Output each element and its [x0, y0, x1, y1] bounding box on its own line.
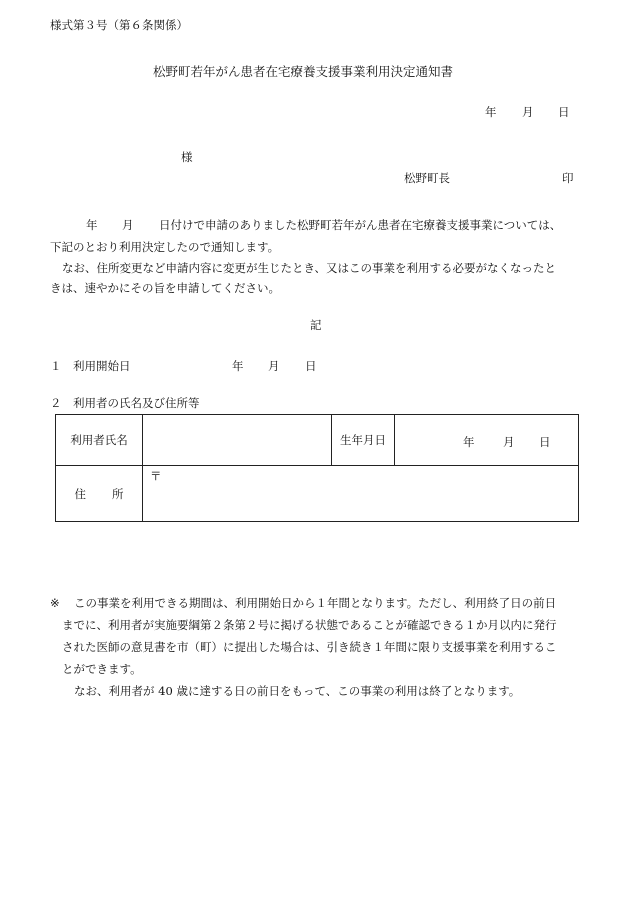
note-line1: この事業を利用できる期間は、利用開始日から１年間となります。ただし、利用終了日の前日: [74, 596, 557, 610]
item2-label: ２ 利用者の氏名及び住所等: [50, 396, 200, 410]
dob-value-cell: [395, 415, 579, 466]
address-label-sho: 所: [112, 486, 124, 501]
item1-label: １ 利用開始日: [50, 359, 131, 373]
table-row: [56, 415, 579, 466]
dob-label-cell: 生年月日: [332, 415, 395, 466]
address-label-ju: 住: [74, 486, 86, 501]
date-month: 月: [522, 105, 534, 119]
name-value-cell: [143, 415, 332, 466]
document-title: 松野町若年がん患者在宅療養支援事業利用決定通知書: [153, 64, 454, 79]
table-row: [56, 466, 579, 522]
note-line5: なお、利用者が 40 歳に達する日の前日をもって、この事業の利用は終了となります。: [74, 684, 521, 698]
date-day: 日: [558, 105, 570, 119]
user-info-table: [55, 414, 579, 522]
date-year: 年: [485, 105, 497, 119]
note-line4: とができます。: [62, 662, 142, 676]
item1-month: 月: [268, 359, 280, 373]
note-line3: された医師の意見書を市（町）に提出した場合は、引き続き１年間に限り支援事業を利用するこ: [62, 640, 557, 654]
item1-year: 年: [232, 359, 244, 373]
postal-mark: 〒: [150, 469, 162, 483]
address-value-cell: [143, 466, 579, 522]
body-line1: 日付けで申請のありました松野町若年がん患者在宅療養支援事業については、: [159, 218, 562, 232]
dob-year: 年: [463, 435, 475, 449]
form-number: 様式第３号（第６条関係）: [50, 18, 188, 32]
body-year: 年: [86, 218, 98, 232]
note-mark: ※: [50, 596, 60, 610]
name-label-cell: 利用者氏名: [56, 415, 143, 466]
note-line2: までに、利用者が実施要綱第２条第２号に掲げる状態であることが確認できる１か月以内に発行: [62, 618, 557, 632]
body-line3: なお、住所変更など申請内容に変更が生じたとき、又はこの事業を利用する必要がなくなったと: [62, 261, 557, 275]
body-line2: 下記のとおり利用決定したので通知します。: [50, 240, 280, 254]
dob-day: 日: [539, 435, 551, 449]
body-line4: きは、速やかにその旨を申請してください。: [50, 281, 280, 295]
addressee-suffix: 様: [181, 150, 193, 164]
address-label-cell: [56, 466, 143, 522]
seal-mark: 印: [562, 171, 574, 185]
ki-heading: 記: [310, 318, 322, 332]
body-month: 月: [122, 218, 134, 232]
issuer-name: 松野町長: [404, 171, 450, 185]
dob-month: 月: [503, 435, 515, 449]
item1-day: 日: [305, 359, 317, 373]
